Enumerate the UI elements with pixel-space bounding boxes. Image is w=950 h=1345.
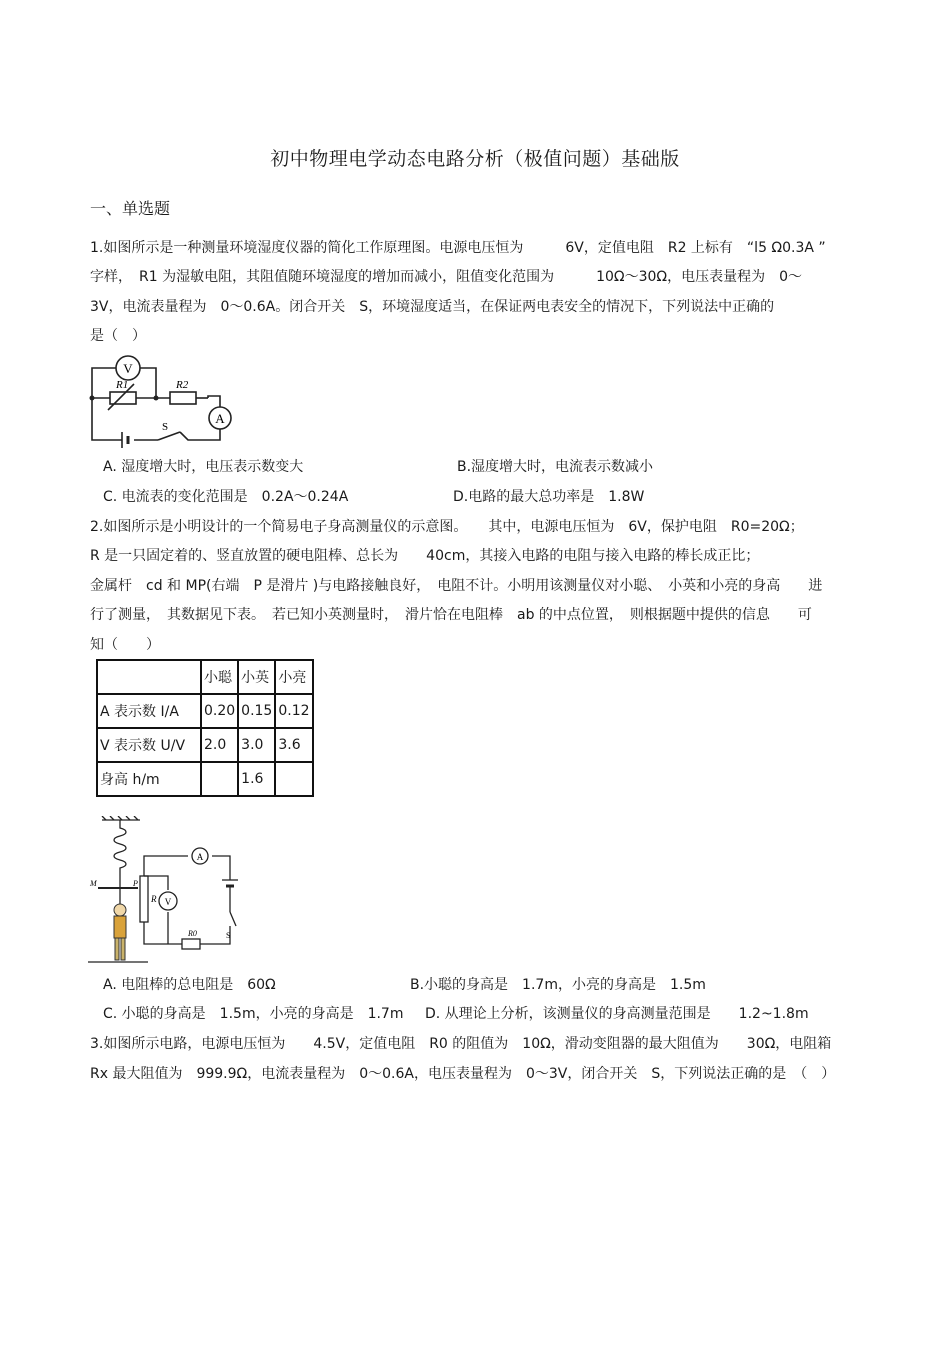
q2-line-2: R 是一只固定着的、竖直放置的硬电阻棒、总长为 40cm，其接入电路的电阻与接入电路的棒长成正比； [90, 548, 760, 564]
q1-option-b: B.湿度增大时，电流表示数减小 [457, 459, 654, 475]
q2-line-1: 2.如图所示是小明设计的一个简易电子身高测量仪的示意图。 其中，电源电压恒为 6V，保护电阻 R0=20Ω； [90, 519, 804, 535]
table-cell: 0.12 [275, 694, 312, 728]
q2-line-4: 行了测量， 其数据见下表。 若已知小英测量时， 滑片恰在电阻棒 ab 的中点位置， 则根据题中提供的信息 可 [90, 607, 812, 623]
q2-p-label: P [133, 879, 138, 888]
q2-r0-label: R0 [188, 929, 197, 938]
q3-line-2: Rx 最大阻值为 999.9Ω，电流表量程为 0～0.6A，电压表量程为 0～3V，闭合开关 S，下列说法正确的是 （ ） [90, 1066, 836, 1082]
q2-line-3: 金属杆 cd 和 MP(右端 P 是滑片 )与电路接触良好， 电阻不计。小明用该测量仪对小聪、 小英和小亮的身高 进 [90, 578, 823, 594]
table-cell: 3.6 [275, 728, 312, 762]
table-cell [275, 762, 312, 796]
section-heading: 一、单选题 [90, 199, 171, 218]
q2-height-meter-diagram [88, 816, 240, 966]
table-cell: 2.0 [201, 728, 238, 762]
q2-ammeter-label: A [196, 852, 204, 862]
table-cell [201, 762, 238, 796]
q2-option-d: D. 从理论上分析，该测量仪的身高测量范围是 1.2~1.8m [425, 1006, 809, 1022]
page-title: 初中物理电学动态电路分析（极值问题）基础版 [270, 148, 680, 170]
table-header-cell: 小聪 [201, 660, 238, 694]
q2-r-label: R [151, 894, 157, 904]
table-header-cell: 小英 [238, 660, 275, 694]
table-row [97, 762, 313, 796]
q1-option-a: A. 湿度增大时，电压表示数变大 [103, 459, 304, 475]
table-row [97, 694, 313, 728]
table-cell: A 表示数 I/A [97, 694, 201, 728]
q2-switch-label: S [226, 931, 231, 940]
q1-r1-label: R1 [116, 379, 129, 391]
q2-option-a: A. 电阻棒的总电阻是 60Ω [103, 977, 276, 993]
q3-line-1: 3.如图所示电路，电源电压恒为 4.5V，定值电阻 R0 的阻值为 10Ω，滑动变阻器的最大阻值为 30Ω，电阻箱 [90, 1036, 832, 1052]
q1-ammeter-label: A [215, 411, 225, 426]
q1-option-d: D.电路的最大总功率是 1.8W [453, 489, 645, 505]
table-header-cell: 小亮 [275, 660, 312, 694]
q1-line-4: 是（ ） [90, 328, 146, 344]
q1-voltmeter-label: V [123, 361, 133, 376]
table-cell: 1.6 [238, 762, 275, 796]
table-cell: V 表示数 U/V [97, 728, 201, 762]
q1-line-1: 1.如图所示是一种测量环境湿度仪器的简化工作原理图。电源电压恒为 6V，定值电阻 R2 上标有 “l5 Ω0.3A ” [90, 240, 826, 256]
table-cell: 身高 h/m [97, 762, 201, 796]
table-cell: 0.20 [201, 694, 238, 728]
q2-data-table [96, 659, 314, 797]
q1-switch-label: S [162, 421, 169, 433]
table-header-row [97, 660, 313, 694]
q1-line-3: 3V，电流表量程为 0～0.6A。闭合开关 S，环境湿度适当，在保证两电表安全的情况下，下列说法中正确的 [90, 299, 775, 315]
q2-option-b: B.小聪的身高是 1.7m，小亮的身高是 1.5m [410, 977, 706, 993]
q1-circuit-diagram [88, 352, 233, 448]
q1-line-2: 字样， R1 为湿敏电阻，其阻值随环境湿度的增加而减小，阻值变化范围为 10Ω～30Ω，电压表量程为 0～ [90, 269, 803, 285]
q2-m-label: M [90, 879, 97, 888]
table-cell: 3.0 [238, 728, 275, 762]
q1-option-c: C. 电流表的变化范围是 0.2A～0.24A [103, 489, 349, 505]
table-header-cell [97, 660, 201, 694]
q2-option-c: C. 小聪的身高是 1.5m，小亮的身高是 1.7m [103, 1006, 404, 1022]
q1-r2-label: R2 [176, 379, 189, 391]
table-row [97, 728, 313, 762]
q2-voltmeter-label: V [164, 897, 172, 907]
q2-line-5: 知（ ） [90, 637, 160, 653]
table-cell: 0.15 [238, 694, 275, 728]
